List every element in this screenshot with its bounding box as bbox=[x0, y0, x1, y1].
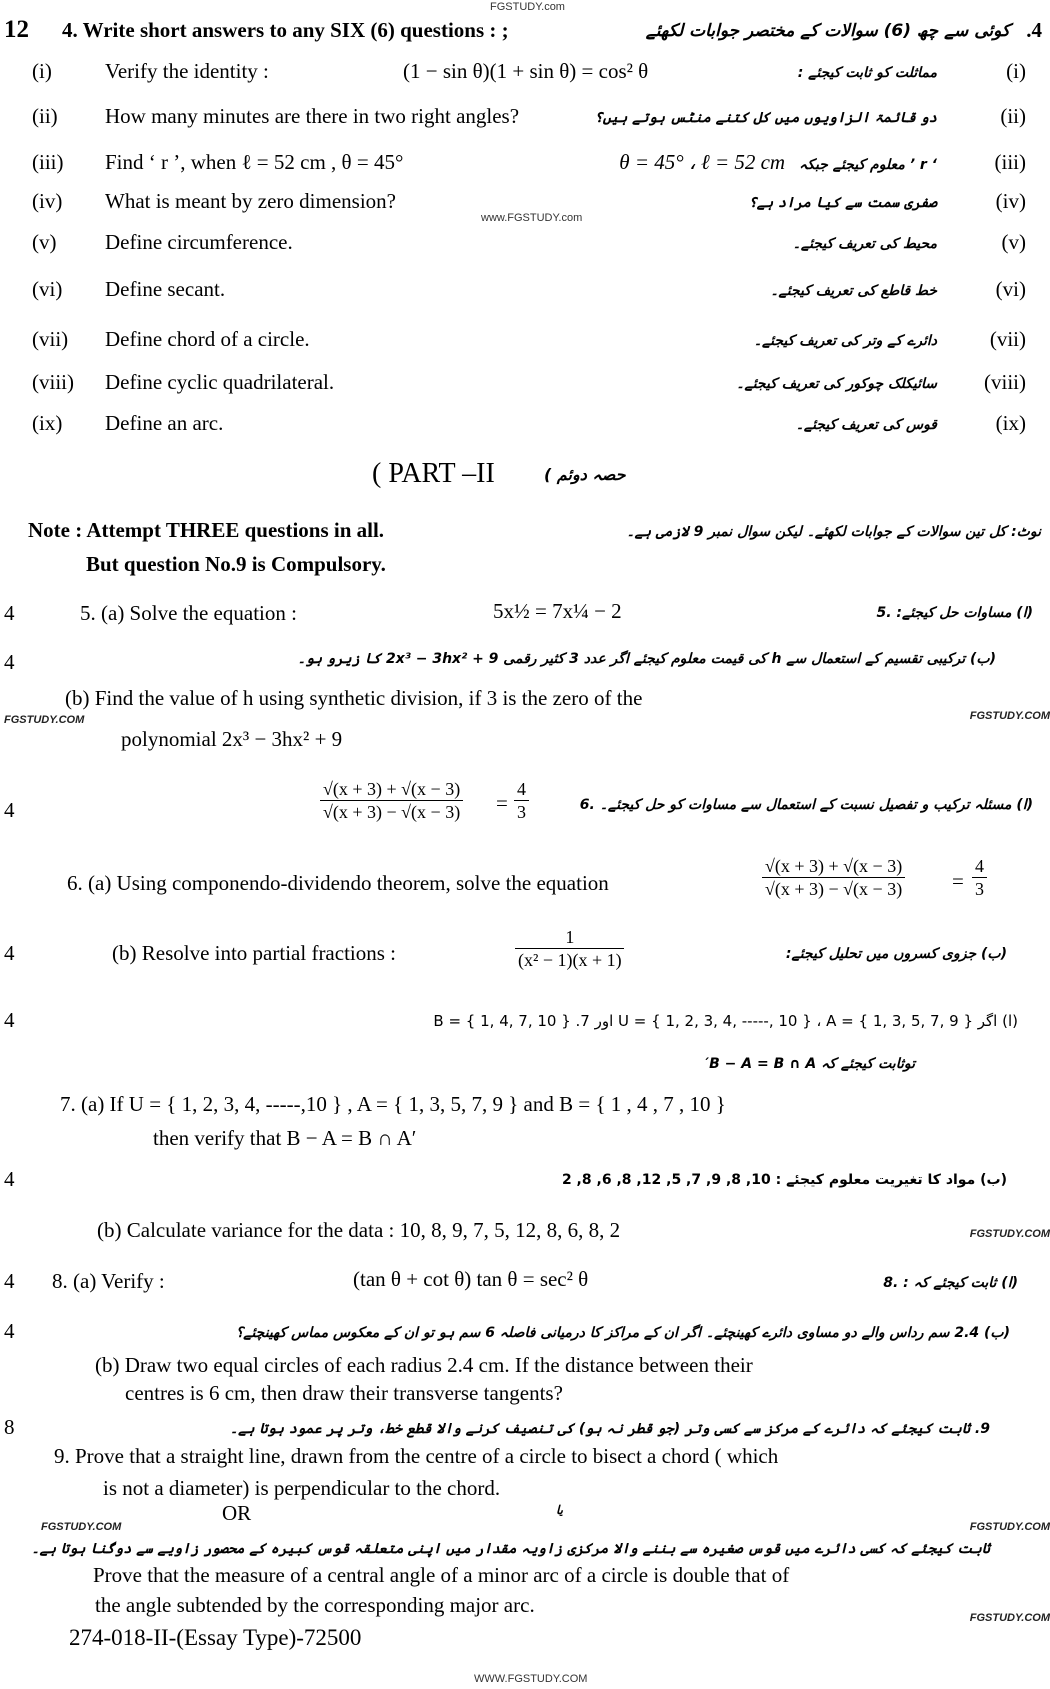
q4-item-urdu: سائیکلک چوکور کی تعریف کیجئے۔ bbox=[736, 376, 937, 392]
q4-item-text: Define circumference. bbox=[105, 230, 293, 254]
q9-urdu: 9. ثابت کیجئے کہ دائرے کے مرکز سے کسی وتر (جو قطر نہ ہو) کی تنصیف کرنے والا قطع خط، وتر پر عمود ہوتا ہے۔ bbox=[229, 1421, 990, 1437]
watermark: FGSTUDY.COM bbox=[41, 1521, 122, 1533]
q4-item-right-group bbox=[619, 149, 937, 178]
q4-item-text: Define cyclic quadrilateral. bbox=[105, 370, 335, 394]
q7b-urdu: (ب) مواد کا تغیریت معلوم کیجئے : 10, 8, 9, 7, 5, 12, 8, 6, 8, 2 bbox=[561, 1172, 1007, 1188]
q4-item-text: Find ‘ r ’, when ℓ = 52 cm , θ = 45° bbox=[105, 150, 404, 174]
q4-item-number-urdu: (viii) bbox=[984, 370, 1026, 394]
fraction-numerator: 4 bbox=[972, 855, 987, 878]
q4-item-number: (ii) bbox=[32, 104, 58, 128]
or-label-urdu: یا bbox=[556, 1503, 563, 1517]
part2-title-urdu: حصہ دوئم ) bbox=[544, 465, 626, 484]
q4-item-urdu: محیط کی تعریف کیجئے۔ bbox=[792, 236, 937, 252]
q4-item-number-urdu: (ii) bbox=[1000, 104, 1026, 128]
watermark: FGSTUDY.COM bbox=[969, 1612, 1050, 1624]
fraction-denominator: √(x + 3) − √(x − 3) bbox=[765, 879, 903, 899]
q6a-rhs bbox=[972, 855, 987, 900]
q4-item-text: What is meant by zero dimension? bbox=[105, 189, 396, 213]
q7a-marks: 4 bbox=[4, 1008, 15, 1032]
q9-or-urdu: ثابت کیجئے کہ کسی دائرے میں قوس صغیرہ سے بننے والا مرکزی زاویہ مقدار میں اپنی متعلقہ قوس کبیرہ کے محصور زاویے سے دوگنا ہوتا ہے۔ bbox=[31, 1541, 990, 1557]
q9-marks: 8 bbox=[4, 1415, 15, 1439]
q4-item-text: Verify the identity : bbox=[105, 59, 269, 83]
q5a-urdu: (ا) مساوات حل کیجئے: .5 bbox=[876, 605, 1033, 621]
q4-item-number-urdu: (iii) bbox=[994, 150, 1026, 174]
q5a-marks: 4 bbox=[4, 601, 15, 625]
q4-heading: 4. Write short answers to any SIX (6) questions : ; bbox=[62, 18, 509, 42]
q4-item-number: (iii) bbox=[32, 150, 64, 174]
q4-item-number: (viii) bbox=[32, 370, 74, 394]
q4-item-number: (vi) bbox=[32, 277, 63, 301]
equals: = bbox=[952, 869, 964, 893]
fraction-numerator: 1 bbox=[515, 926, 624, 949]
q4-item-urdu: قوس کی تعریف کیجئے۔ bbox=[795, 417, 937, 433]
q4-item-urdu: دو قائمۃ الزاویوں میں کل کتنے منٹس ہوتے ہیں؟ bbox=[594, 110, 937, 126]
q4-item-number: (vii) bbox=[32, 327, 69, 351]
q9-or-text: Prove that the measure of a central angle of a minor arc of a circle is double that of bbox=[93, 1563, 790, 1587]
q6b-marks: 4 bbox=[4, 941, 15, 965]
q4-item-number-urdu: (v) bbox=[1001, 230, 1026, 254]
paper-code: 274-018-II-(Essay Type)-72500 bbox=[69, 1625, 362, 1650]
q4-item-number-urdu: (iv) bbox=[995, 189, 1026, 213]
fraction-denominator: 3 bbox=[975, 879, 984, 899]
q4-item-urdu: ‘ r ’ معلوم کیجئے جبکہ bbox=[799, 157, 937, 173]
equals: = bbox=[496, 791, 508, 815]
q7a-text-2: then verify that B − A = B ∩ A′ bbox=[153, 1126, 417, 1150]
watermark: WWW.FGSTUDY.COM bbox=[474, 1673, 588, 1685]
note-urdu: نوٹ: کل تین سوالات کے جوابات لکھئے۔ لیکن سوال نمبر 9 لازمی ہے۔ bbox=[626, 524, 1041, 540]
watermark: FGSTUDY.COM bbox=[969, 710, 1050, 722]
q8b-urdu: (ب) 2.4 سم رداس والے دو مساوی دائرے کھینچئے۔ اگر ان کے مراکز کا درمیانی فاصلہ 6 سم ہو تو ان کے معکوس مماس کھینچئے؟ bbox=[235, 1325, 1010, 1341]
watermark: FGSTUDY.COM bbox=[969, 1521, 1050, 1533]
watermark: www.FGSTUDY.com bbox=[481, 212, 583, 224]
q4-marks: 12 bbox=[4, 16, 29, 43]
q6b-urdu: (ب) جزوی کسروں میں تحلیل کیجئے: bbox=[785, 946, 1007, 962]
q4-item-number-urdu: (vi) bbox=[995, 277, 1026, 301]
q6a-fraction-urdu bbox=[320, 778, 463, 823]
q4-item-math: (1 − sin θ)(1 + sin θ) = cos² θ bbox=[403, 59, 649, 83]
q4-item-text: Define secant. bbox=[105, 277, 226, 301]
q5b-text: (b) Find the value of h using synthetic division, if 3 is the zero of the bbox=[65, 686, 643, 710]
fraction-numerator: √(x + 3) + √(x − 3) bbox=[320, 778, 463, 801]
q4-number-urdu: .4 bbox=[1026, 18, 1042, 42]
watermark: FGSTUDY.COM bbox=[4, 714, 85, 726]
q6a-fraction bbox=[762, 855, 905, 900]
watermark: FGSTUDY.com bbox=[490, 1, 565, 13]
q8a-marks: 4 bbox=[4, 1269, 15, 1293]
q8b-text-2: centres is 6 cm, then draw their transverse tangents? bbox=[125, 1381, 563, 1405]
q6b-fraction bbox=[515, 926, 625, 971]
fraction-numerator: 4 bbox=[514, 778, 529, 801]
q8a-equation: (tan θ + cot θ) tan θ = sec² θ bbox=[353, 1267, 589, 1291]
q9-text: 9. Prove that a straight line, drawn from the centre of a circle to bisect a chord ( which bbox=[54, 1444, 779, 1468]
q7a-urdu: (ا) اگر U = { 1, 2, 3, 4, -----, 10 } ، A = { 1, 3, 5, 7, 9 } اور B = { 1, 4, 7, 10 } .7 bbox=[433, 1012, 1018, 1030]
q4-item-urdu: خط قاطع کی تعریف کیجئے۔ bbox=[770, 283, 937, 299]
q6a-marks: 4 bbox=[4, 798, 15, 822]
q5b-marks: 4 bbox=[4, 650, 15, 674]
note-compulsory: But question No.9 is Compulsory. bbox=[86, 552, 386, 576]
q8b-text: (b) Draw two equal circles of each radius 2.4 cm. If the distance between their bbox=[95, 1353, 753, 1377]
fraction-denominator: (x² − 1)(x + 1) bbox=[518, 950, 622, 970]
q8a-text: 8. (a) Verify : bbox=[52, 1269, 165, 1293]
q6b-text: (b) Resolve into partial fractions : bbox=[112, 941, 397, 965]
q8a-urdu: (ا) ثابت کیجئے کہ : .8 bbox=[883, 1275, 1018, 1291]
q7a-urdu-2: توثابت کیجئے کہ B − A = B ∩ A′ bbox=[705, 1056, 915, 1072]
q4-item-urdu: دائرے کے وتر کی تعریف کیجئے۔ bbox=[753, 333, 937, 349]
part2-title: ( PART –II bbox=[372, 458, 495, 489]
fraction-denominator: 3 bbox=[517, 802, 526, 822]
q4-item-urdu: مماثلت کو ثابت کیجئے : bbox=[797, 65, 937, 81]
q5b-text-2: polynomial 2x³ − 3hx² + 9 bbox=[121, 727, 343, 751]
q4-item-number: (v) bbox=[32, 230, 57, 254]
q5a-text: 5. (a) Solve the equation : bbox=[80, 601, 297, 625]
q4-heading-urdu: کوئی سے چھ (6) سوالات کے مختصر جوابات لکھئے bbox=[645, 21, 1010, 41]
fraction-numerator: √(x + 3) + √(x − 3) bbox=[762, 855, 905, 878]
q8b-marks: 4 bbox=[4, 1319, 15, 1343]
q4-item-number-urdu: (ix) bbox=[995, 411, 1026, 435]
q5b-urdu: (ب) ترکیبی تقسیم کے استعمال سے h کی قیمت معلوم کیجئے اگر عدد 3 کثیر رقمی 2x³ − 3hx² + 9 کا زیرو ہو۔ bbox=[297, 651, 996, 667]
q6a-rhs-urdu bbox=[514, 778, 529, 823]
fraction-denominator: √(x + 3) − √(x − 3) bbox=[323, 802, 461, 822]
q4-item-text: How many minutes are there in two right angles? bbox=[105, 104, 520, 128]
q9-text-2: is not a diameter) is perpendicular to the chord. bbox=[103, 1476, 501, 1500]
q7b-text: (b) Calculate variance for the data : 10, 8, 9, 7, 5, 12, 8, 6, 8, 2 bbox=[97, 1218, 621, 1242]
q4-item-number-urdu: (vii) bbox=[989, 327, 1026, 351]
q6a-text: 6. (a) Using componendo-dividendo theorem, solve the equation bbox=[67, 871, 609, 895]
q4-item-number: (ix) bbox=[32, 411, 63, 435]
watermark: FGSTUDY.COM bbox=[969, 1228, 1050, 1240]
q4-item-number-urdu: (i) bbox=[1006, 59, 1026, 83]
q4-item-number: (iv) bbox=[32, 189, 63, 213]
note: Note : Attempt THREE questions in all. bbox=[28, 518, 385, 542]
or-label: OR bbox=[222, 1501, 252, 1525]
q7a-text: 7. (a) If U = { 1, 2, 3, 4, -----,10 } , A = { 1, 3, 5, 7, 9 } and B = { 1 , 4 , 7 , 10 } bbox=[60, 1092, 726, 1116]
q7b-marks: 4 bbox=[4, 1167, 15, 1191]
q5a-equation: 5x½ = 7x¼ − 2 bbox=[493, 599, 622, 623]
q4-item-urdu: صفری سمت سے کیا مراد ہے؟ bbox=[748, 195, 937, 211]
q6a-urdu: (ا) مسئلہ ترکیب و تفصیل نسبت کے استعمال سے مساوات کو حل کیجئے۔ .6 bbox=[579, 797, 1033, 813]
q9-or-text-2: the angle subtended by the corresponding major arc. bbox=[95, 1593, 535, 1617]
q4-item-number: (i) bbox=[32, 59, 52, 83]
q4-item-text: Define an arc. bbox=[105, 411, 224, 435]
q4-item-math: θ = 45° ، ℓ = 52 cm bbox=[619, 150, 786, 174]
q4-item-text: Define chord of a circle. bbox=[105, 327, 310, 351]
